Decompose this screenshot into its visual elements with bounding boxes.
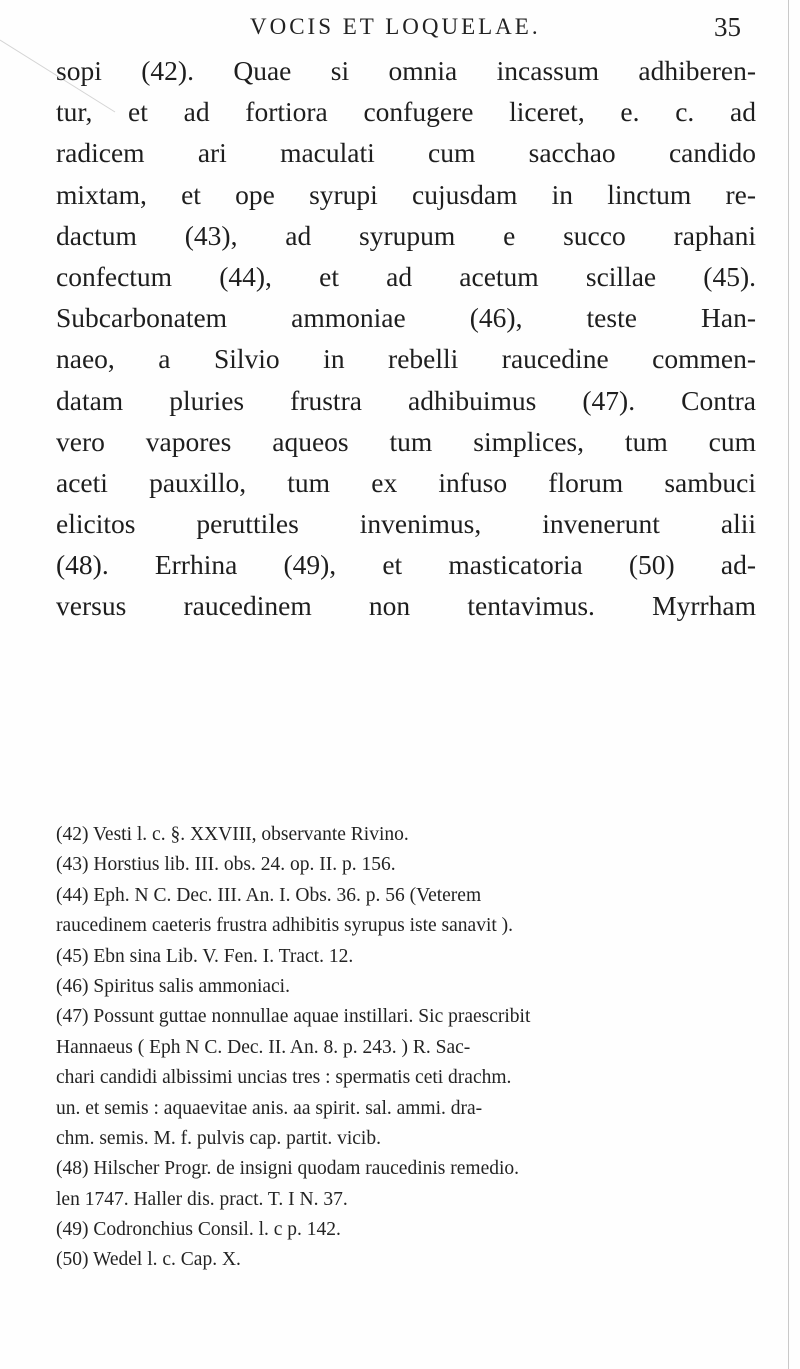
page-edge-shadow — [788, 0, 789, 1369]
body-line: naeo, a Silvio in rebelli raucedine commen- — [56, 343, 756, 375]
body-line: confectum (44), et ad acetum scillae (45). — [56, 260, 756, 292]
body-line: sopi (42). Quae si omnia incassum adhiberen- — [56, 55, 756, 86]
body-line: mixtam, et ope syrupi cujusdam in linctum re- — [56, 178, 756, 210]
body-line: dactum (43), ad syrupum e succo raphani — [56, 219, 756, 251]
footnote-continuation: raucedinem caeteris frustra adhibitis syrupus iste sanavit ). — [56, 915, 514, 937]
footnote-continuation: chari candidi albissimi uncias tres : spermatis ceti drachm. — [56, 1067, 512, 1089]
body-line: vero vapores aqueos tum simplices, tum cum — [56, 425, 756, 457]
page-header — [0, 12, 800, 52]
footnote: (42) Vesti l. c. §. XXVIII, observante Rivino. — [56, 824, 409, 845]
footnote-continuation: un. et semis : aquaevitae anis. aa spirit. sal. ammi. dra- — [56, 1097, 483, 1119]
body-line: tur, et ad fortiora confugere liceret, e. c. ad — [56, 96, 756, 128]
footnote: (47) Possunt guttae nonnullae aquae instillari. Sic praescribit — [56, 1006, 531, 1028]
footnotes — [56, 820, 756, 1276]
footnote-continuation: Hannaeus ( Eph N C. Dec. II. An. 8. p. 243. ) R. Sac- — [56, 1036, 471, 1058]
page-number: 35 — [714, 12, 741, 42]
footnote-continuation: chm. semis. M. f. pulvis cap. partit. vicib. — [56, 1127, 381, 1149]
footnote: (49) Codronchius Consil. l. c p. 142. — [56, 1219, 341, 1241]
body-line: versus raucedinem non tentavimus. Myrrham — [56, 590, 756, 622]
footnote: (46) Spiritus salis ammoniaci. — [56, 975, 290, 997]
footnote: (48) Hilscher Progr. de insigni quodam raucedinis remedio. — [56, 1158, 520, 1180]
footnote: (43) Horstius lib. III. obs. 24. op. II. p. 156. — [56, 854, 396, 876]
body-line: aceti pauxillo, tum ex infuso florum sambuci — [56, 466, 756, 498]
body-text — [56, 50, 756, 627]
body-line: Subcarbonatem ammoniae (46), teste Han- — [56, 302, 756, 334]
body-line: elicitos peruttiles invenimus, invenerunt alii — [56, 508, 756, 540]
footnote: (50) Wedel l. c. Cap. X. — [56, 1249, 241, 1271]
footnote-continuation: len 1747. Haller dis. pract. T. I N. 37. — [56, 1188, 348, 1210]
body-line: radicem ari maculati cum sacchao candido — [56, 137, 756, 169]
running-head: VOCIS ET LOQUELAE. — [250, 14, 541, 39]
body-line: (48). Errhina (49), et masticatoria (50) ad- — [56, 549, 756, 581]
footnote: (44) Eph. N C. Dec. III. An. I. Obs. 36. p. 56 (Veterem — [56, 884, 482, 906]
body-line: datam pluries frustra adhibuimus (47). Contra — [56, 384, 756, 416]
footnote: (45) Ebn sina Lib. V. Fen. I. Tract. 12. — [56, 945, 354, 967]
